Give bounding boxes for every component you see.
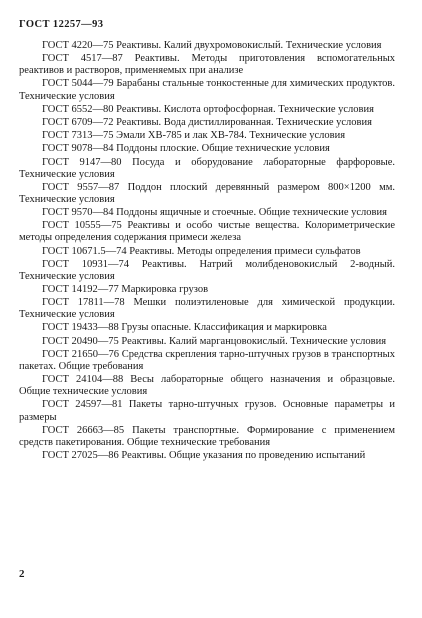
reference-entry: ГОСТ 24597—81 Пакеты тарно-штучных грузов. Основные параметры и размеры bbox=[19, 399, 395, 423]
reference-entry: ГОСТ 9078—84 Поддоны плоские. Общие технические условия bbox=[42, 143, 330, 155]
reference-entry: ГОСТ 9557—87 Поддон плоский деревянный размером 800×1200 мм. Технические условия bbox=[19, 181, 395, 205]
reference-entry: ГОСТ 4517—87 Реактивы. Методы приготовления вспомогательных реактивов и растворов, применяемых при анализе bbox=[19, 53, 395, 77]
reference-entry: ГОСТ 26663—85 Пакеты транспортные. Формирование с применением средств пакетирования. Общие технические требования bbox=[19, 424, 395, 448]
reference-entry: ГОСТ 24104—88 Весы лабораторные общего назначения и образцовые. Общие технические условия bbox=[19, 374, 395, 398]
reference-entry: ГОСТ 7313—75 Эмали ХВ-785 и лак ХВ-784. Технические условия bbox=[42, 130, 346, 142]
reference-entry: ГОСТ 5044—79 Барабаны стальные тонкостенные для химических продуктов. Технические условия bbox=[19, 78, 395, 102]
reference-entry: ГОСТ 10931—74 Реактивы. Натрий молибденовокислый 2-водный. Технические условия bbox=[19, 258, 395, 282]
reference-entry: ГОСТ 20490—75 Реактивы. Калий марганцовокислый. Технические условия bbox=[42, 335, 387, 347]
reference-entry: ГОСТ 27025—86 Реактивы. Общие указания по проведению испытаний bbox=[42, 449, 366, 461]
reference-entry: ГОСТ 17811—78 Мешки полиэтиленовые для химической продукции. Технические условия bbox=[19, 297, 395, 321]
reference-entry: ГОСТ 9147—80 Посуда и оборудование лабораторные фарфоровые. Технические условия bbox=[19, 156, 395, 180]
reference-entry: ГОСТ 6552—80 Реактивы. Кислота ортофосфорная. Технические условия bbox=[42, 103, 374, 115]
page-number: 2 bbox=[19, 568, 25, 580]
reference-entry: ГОСТ 21650—76 Средства скрепления тарно-штучных грузов в транспортных пакетах. Общие требования bbox=[19, 348, 395, 372]
reference-entry: ГОСТ 19433—88 Грузы опасные. Классификация и маркировка bbox=[42, 322, 327, 334]
reference-entry: ГОСТ 10555—75 Реактивы и особо чистые вещества. Колориметрические методы определения содержания примеси железа bbox=[19, 220, 395, 244]
reference-entry: ГОСТ 10671.5—74 Реактивы. Методы определения примеси сульфатов bbox=[42, 245, 361, 257]
running-header: ГОСТ 12257—93 bbox=[19, 19, 104, 30]
reference-entry: ГОСТ 9570—84 Поддоны ящичные и стоечные. Общие технические условия bbox=[42, 207, 387, 219]
reference-entry: ГОСТ 6709—72 Реактивы. Вода дистиллированная. Технические условия bbox=[42, 116, 372, 128]
reference-entry: ГОСТ 14192—77 Маркировка грузов bbox=[42, 284, 209, 295]
reference-entry: ГОСТ 4220—75 Реактивы. Калий двухромовокислый. Технические условия bbox=[42, 40, 382, 51]
normative-references-list bbox=[19, 40, 395, 463]
